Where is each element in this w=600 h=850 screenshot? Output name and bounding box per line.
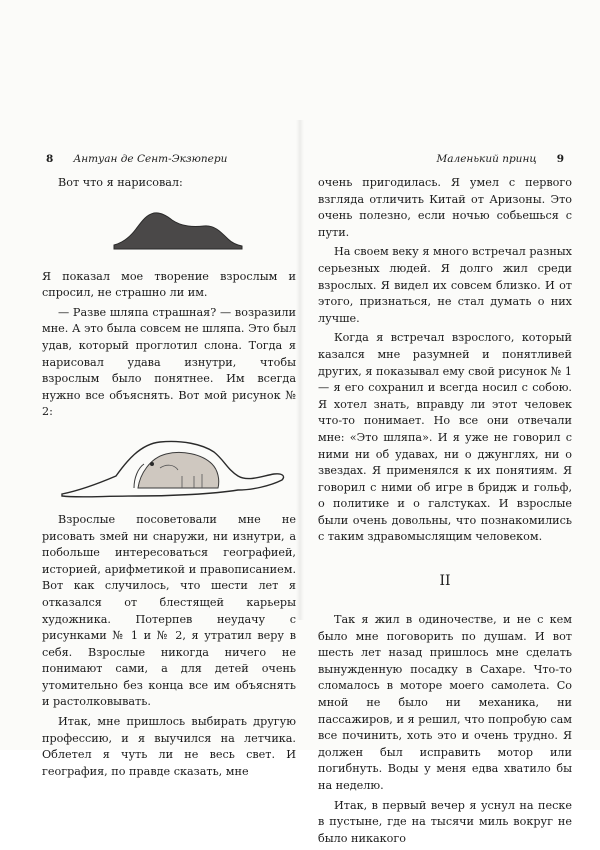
paragraph: — Разве шляпа страшная? — возразили мне. А это была совсем не шляпа. Это был удав, который проглотил слона. Тогда я нарисовал удава изнутри, чтобы взрослым было понятнее. Им всегда нужно все объяснять. Вот мой рисунок № 2: xyxy=(42,305,296,419)
paragraph: Взрослые посоветовали мне не рисовать змей ни снаружи, ни изнутри, а побольше интересоваться географией, историей, арифметикой и правописанием. Вот как случилось, что шести лет я отказался от блестящей карьеры художника. Потерпев неудачу с рисунками № 1 и № 2, я утратил веру в себя. Взрослые никогда ничего не понимают сами, а для детей очень утомительно без конца все им объяснять и растолковывать. xyxy=(42,512,296,709)
left-page-text xyxy=(42,175,296,783)
right-page-number: 9 xyxy=(556,153,564,165)
drawing-2-boa-elephant xyxy=(42,424,296,504)
boa-elephant-drawing-icon xyxy=(42,424,296,504)
left-page-number: 8 xyxy=(46,153,54,165)
boa-hat-drawing-icon xyxy=(42,195,296,261)
right-page-text xyxy=(318,175,572,850)
drawing-1-boa-hat xyxy=(42,195,296,261)
paragraph: Когда я встречал взрослого, который казался мне разумней и понятливей других, я показывал ему свой рисунок № 1 — я его сохранил и всегда носил с собою. Я хотел знать, вправду ли этот человек что-то понимает. Но все они отвечали мне: «Это шляпа». И я уже не говорил с ними ни об удавах, ни о джунглях, ни о звездах. Я применялся к их понятиям. Я говорил с ними об игре в бридж и гольф, о политике и о галстуках. И взрослые были очень довольны, что познакомились с таким здравомыслящим человеком. xyxy=(318,331,572,544)
chapter-heading: II xyxy=(439,573,451,590)
paragraph: Итак, в первый вечер я уснул на песке в пустыне, где на тысячи миль вокруг не было никакого xyxy=(318,798,572,845)
paragraph: Я показал мое творение взрослым и спросил, не страшно ли им. xyxy=(42,269,296,300)
left-running-head: Антуан де Сент-Экзюпери xyxy=(73,153,228,165)
paragraph: Вот что я нарисовал: xyxy=(58,176,183,189)
left-page-header xyxy=(46,152,292,166)
paragraph: На своем веку я много встречал разных серьезных людей. Я долго жил среди взрослых. Я видел их совсем близко. И от этого, признаться, не стал думать о них лучше. xyxy=(318,245,572,325)
page-gutter xyxy=(296,120,304,620)
paragraph: Так я жил в одиночестве, и не с кем было мне поговорить по душам. И вот шесть лет назад пришлось мне сделать вынужденную посадку в Сахаре. Что-то сломалось в моторе моего самолета. Со мной не было ни механика, ни пассажиров, и я решил, что попробую сам все починить, хоть это и очень трудно. Я должен был исправить мотор или погибнуть. Воды у меня едва хватило бы на неделю. xyxy=(318,613,572,792)
right-page-header xyxy=(318,152,564,166)
right-running-head: Маленький принц xyxy=(436,153,537,165)
paragraph: Итак, мне пришлось выбирать другую профессию, и я выучился на летчика. Облетел я чуть ли не весь свет. И география, по правде сказать, мне xyxy=(42,715,296,778)
paragraph: очень пригодилась. Я умел с первого взгляда отличить Китай от Аризоны. Это очень полезно, если ночью собьешься с пути. xyxy=(318,176,572,239)
